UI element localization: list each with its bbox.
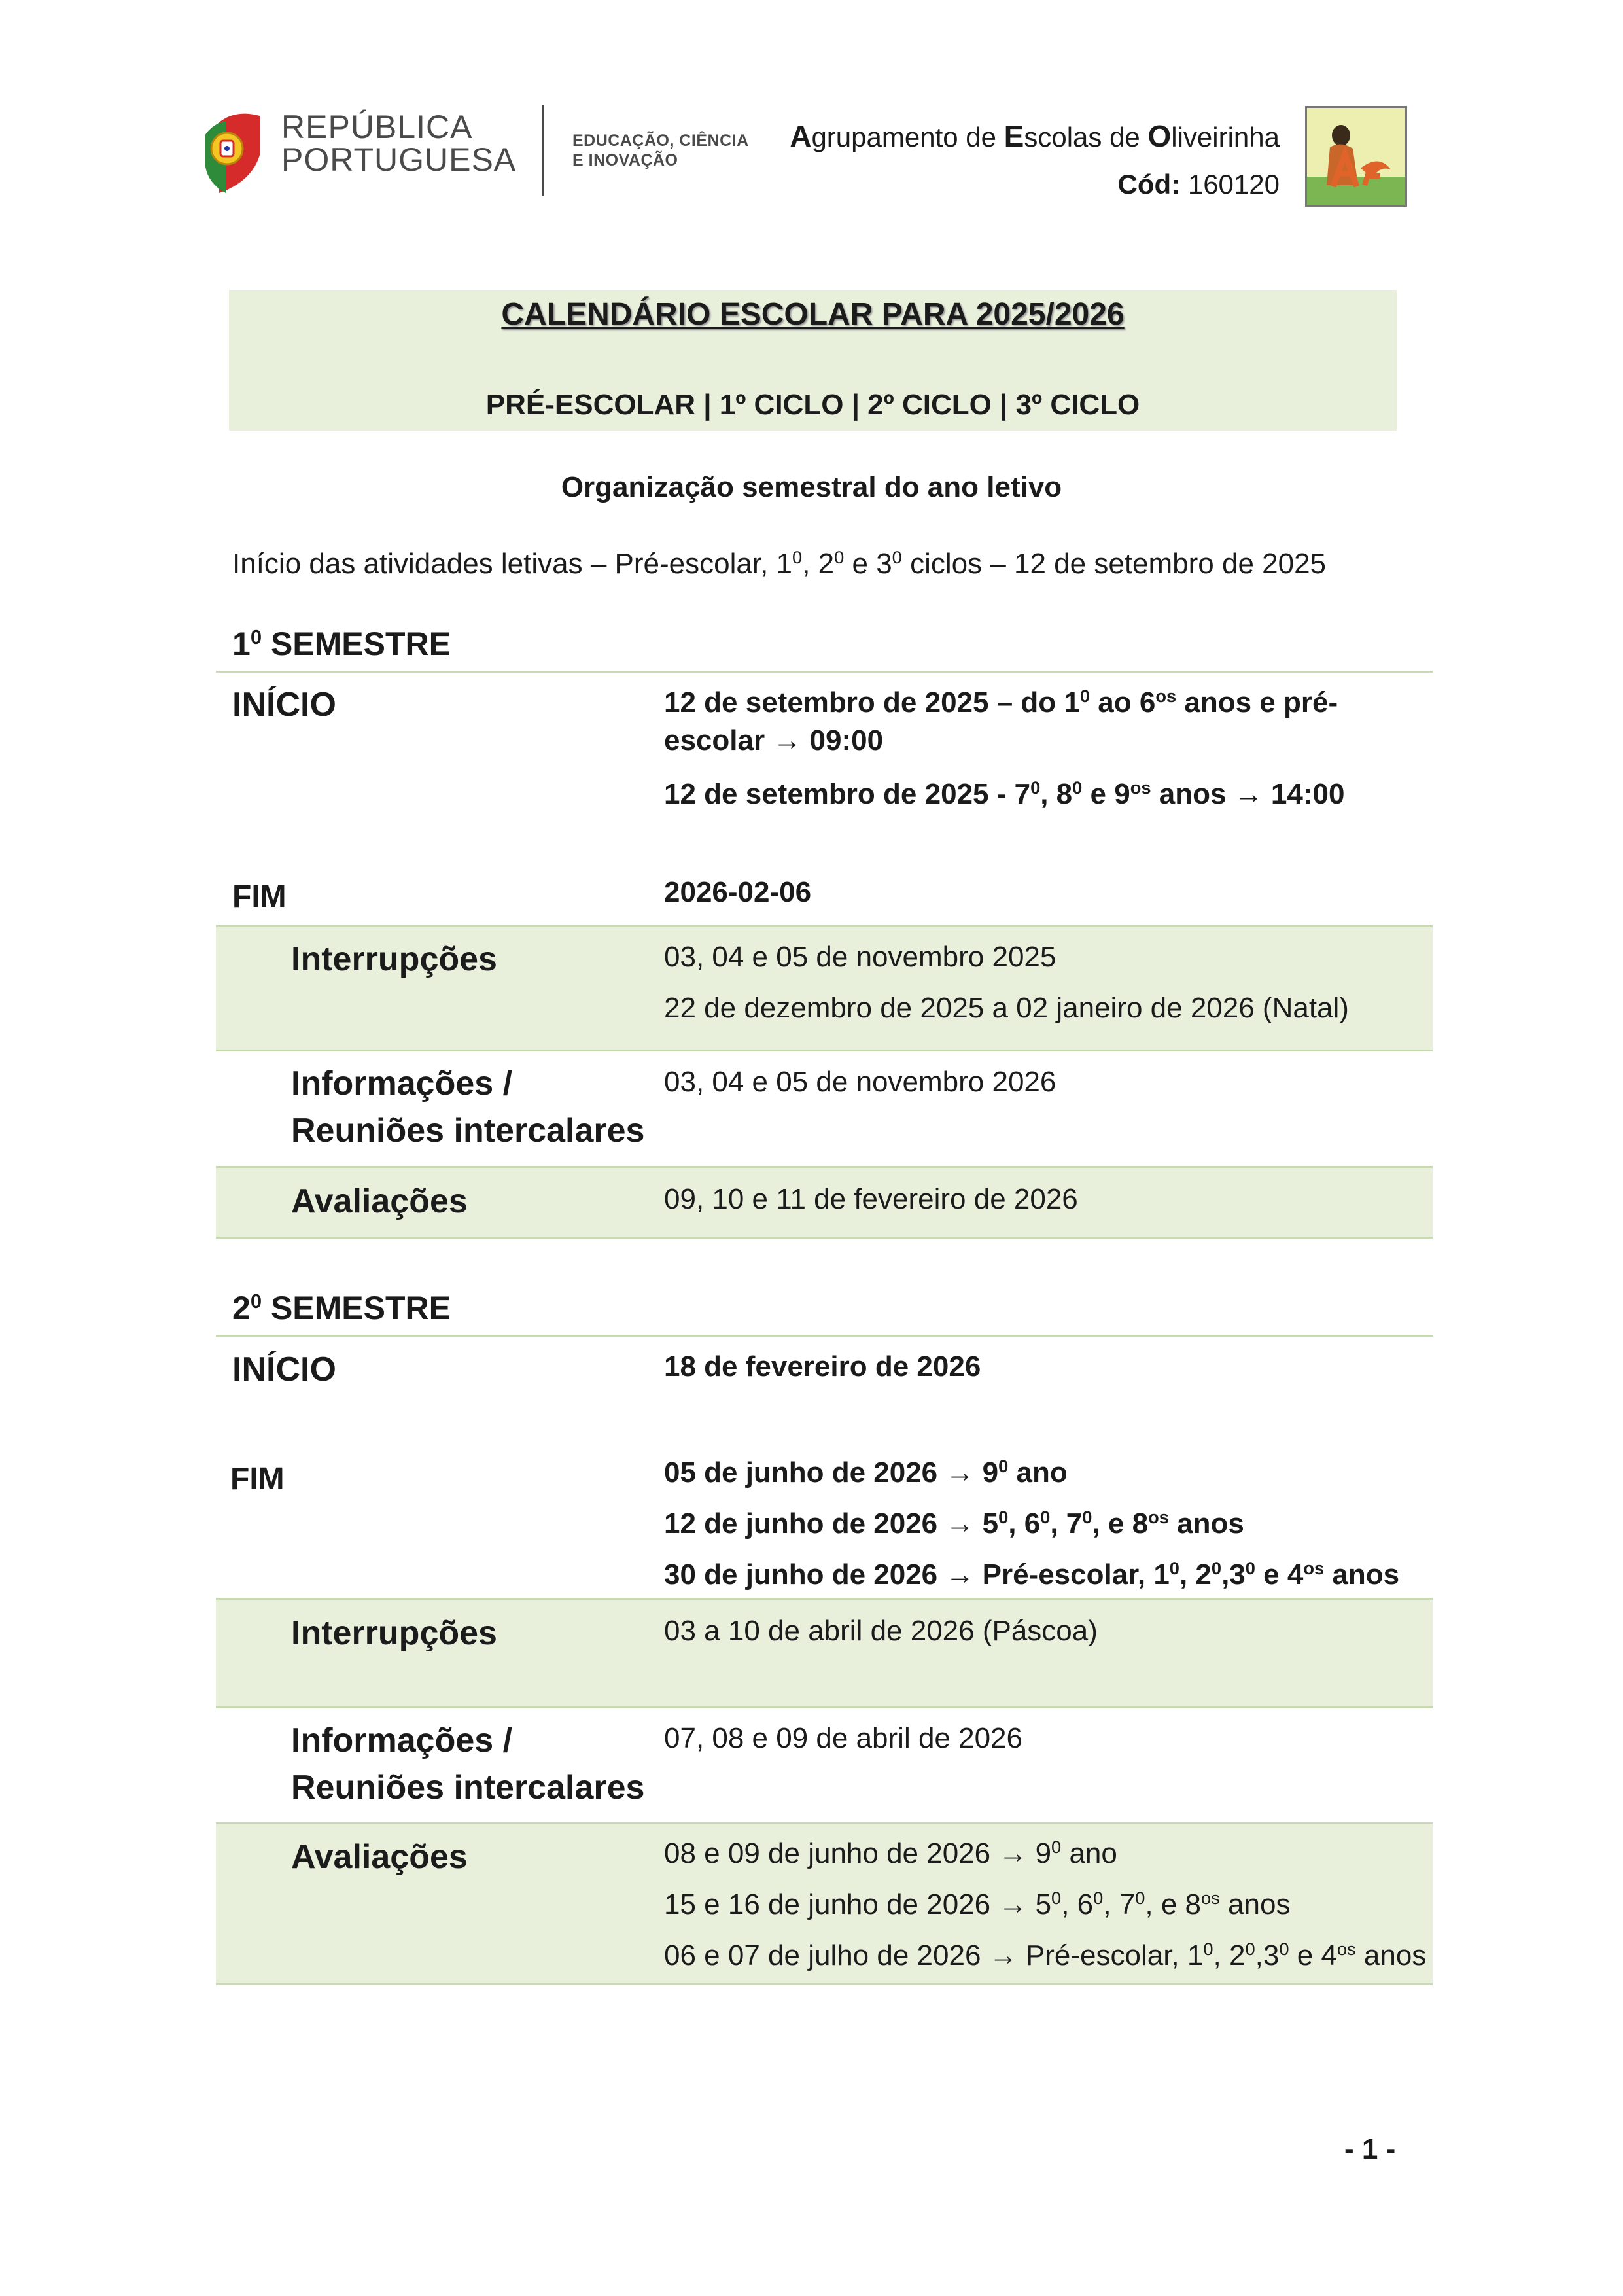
ministry-name [572,131,749,170]
page-number: - 1 - [1344,2133,1396,2165]
page-title: CALENDÁRIO ESCOLAR PARA 2025/2026 [501,297,1125,332]
school-logo [1305,106,1407,207]
divider [216,1335,1433,1337]
s2-avaliacoes-label: Avaliações [291,1838,468,1876]
s2-fim-values: 05 de junho de $2026 \to 9^0$ ano 12 de junho de $2026 \to 5^0$, $6^0$, $7^0$, e $8^{os}$ anos 30 de junho de 2026 → Pré-escolar, $1^0$, $2^0,3^0$ e $4^{os}$ anos [664,1456,1400,1591]
s1-interrupcoes-values: 03, 04 e 05 de novembro 2025 22 de dezembro de 2025 a 02 janeiro de 2026 (Natal) [664,941,1349,1024]
s1-inicio-value-b: 12 de setembro de $2025 - 7^0$, $8^0$ e $9^{os}$ anos → 14:00 [664,777,1345,810]
s1-interrupcoes-label: Interrupções [291,940,497,978]
s2-avaliacoes-values: 08 e 09 de junho de $2026 \to 9^0$ ano 15 e 16 de junho de $2026 \to 5^0$, $6^0$, $7^0$, e $8^{os}$ anos 06 e 07 de julho de 2026 → Pré-escolar, $1^0$, $2^0,3^0$ e $4^{os}$ anos [664,1837,1427,1971]
s2-informacoes-value: 07, 08 e 09 de abril de 2026 [664,1722,1023,1754]
organization-heading: Organização semestral do ano letivo [561,471,1062,503]
school-name: Agrupamento de Escolas de Oliveirinha [790,119,1280,153]
semester-1-title: $1^0$ SEMESTRE [232,625,451,662]
republic-line-1: REPÚBLICA [281,109,473,145]
s1-fim-value: 2026-02-06 [664,876,812,908]
intro-line: Início das atividades letivas – Pré-escolar, $1^0$, $2^0$ e $3^0$ ciclos – 12 de setembro de 2025 [232,547,1327,580]
s1-inicio-value-a: 12 de setembro de 2025 – do $1^0$ ao $6^{os}$ anos e pré- escolar → 09:00 [664,686,1338,756]
s1-fim-label: FIM [232,879,287,914]
divider [216,671,1433,673]
s2-informacoes-label: Informações / Reuniões intercalares [291,1722,645,1807]
s1-avaliacoes-value: 09, 10 e 11 de fevereiro de 2026 [664,1183,1078,1215]
s1-inicio-label: INÍCIO [232,686,336,724]
portugal-emblem-icon [200,109,265,193]
title-box [229,290,1397,431]
s1-avaliacoes-label: Avaliações [291,1182,468,1220]
divider [216,1050,1433,1051]
school-logo-icon [1307,108,1405,205]
republic-line-2: PORTUGUESA [281,141,517,178]
page-subtitle: PRÉ-ESCOLAR | 1º CICLO | 2º CICLO | 3º CICLO [485,389,1140,421]
s1-informacoes-label: Informações / Reuniões intercalares [291,1065,645,1150]
ministry-line-2: E INOVAÇÃO [572,151,678,169]
s2-interrupcoes-label: Interrupções [291,1614,497,1652]
s2-inicio-value: 18 de fevereiro de 2026 [664,1351,981,1383]
s2-inicio-label: INÍCIO [232,1351,336,1388]
s2-interrupcoes-value: 03 a 10 de abril de 2026 (Páscoa) [664,1615,1098,1647]
republica-portuguesa-logo [200,107,553,198]
school-block [790,113,1280,208]
s1-informacoes-value: 03, 04 e 05 de novembro 2026 [664,1066,1056,1098]
s2-fim-label: FIM [230,1462,285,1496]
semester-2-title: $2^0$ SEMESTRE [232,1289,451,1326]
header-divider [542,105,544,196]
divider [216,1237,1433,1239]
school-code: Cód: 160120 [1117,169,1280,200]
ministry-line-1: EDUCAÇÃO, CIÊNCIA [572,132,749,150]
divider [216,1706,1433,1708]
divider [216,1983,1433,1985]
